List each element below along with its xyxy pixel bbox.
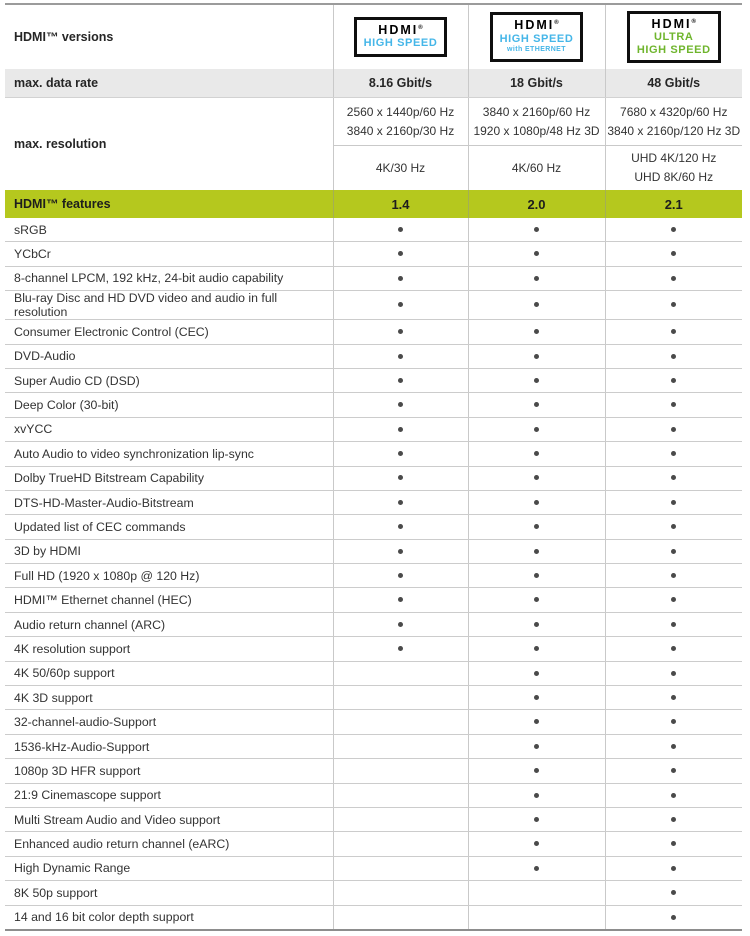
support-cell-hdmi-2-0 bbox=[468, 291, 605, 320]
support-dot bbox=[534, 451, 539, 456]
feature-label: Updated list of CEC commands bbox=[5, 515, 333, 539]
feature-label: 1080p 3D HFR support bbox=[5, 759, 333, 783]
support-cell-hdmi-1-4 bbox=[333, 686, 468, 710]
feature-label: 3D by HDMI bbox=[5, 539, 333, 563]
support-cell-hdmi-2-1 bbox=[605, 564, 742, 588]
support-cell-hdmi-2-0 bbox=[468, 612, 605, 636]
resolution-value: 7680 x 4320p/60 Hz bbox=[620, 104, 728, 119]
support-dot bbox=[671, 378, 676, 383]
support-cell-hdmi-2-1 bbox=[605, 612, 742, 636]
badge-line: HIGH SPEED bbox=[363, 37, 438, 50]
support-dot bbox=[534, 719, 539, 724]
support-cell-hdmi-2-0 bbox=[468, 734, 605, 758]
support-dot bbox=[671, 302, 676, 307]
support-dot bbox=[534, 302, 539, 307]
feature-row bbox=[5, 612, 742, 636]
badge-line: HIGH SPEED bbox=[636, 43, 711, 56]
support-dot bbox=[671, 329, 676, 334]
resolution-value: 3840 x 2160p/60 Hz bbox=[482, 104, 591, 119]
support-cell-hdmi-1-4 bbox=[333, 783, 468, 807]
support-cell-hdmi-2-1 bbox=[605, 344, 742, 368]
support-cell-hdmi-2-0 bbox=[468, 266, 605, 290]
feature-label: Multi Stream Audio and Video support bbox=[5, 807, 333, 831]
support-cell-hdmi-1-4 bbox=[333, 442, 468, 466]
feature-label: Blu-ray Disc and HD DVD video and audio in full resolution bbox=[5, 291, 333, 320]
support-cell-hdmi-1-4 bbox=[333, 564, 468, 588]
support-cell-hdmi-1-4 bbox=[333, 710, 468, 734]
support-cell-hdmi-2-0 bbox=[468, 242, 605, 266]
support-dot bbox=[534, 622, 539, 627]
support-dot bbox=[398, 475, 403, 480]
support-cell-hdmi-2-1 bbox=[605, 637, 742, 661]
resolution-row-native bbox=[5, 98, 742, 146]
support-dot bbox=[534, 500, 539, 505]
features-body bbox=[5, 218, 742, 930]
hdmi-ultra-high-speed-badge bbox=[627, 11, 721, 64]
support-dot bbox=[671, 915, 676, 920]
support-dot bbox=[671, 719, 676, 724]
feature-label: 8-channel LPCM, 192 kHz, 24-bit audio capability bbox=[5, 266, 333, 290]
badge-line: ULTRA bbox=[654, 31, 694, 44]
feature-label: 21:9 Cinemascope support bbox=[5, 783, 333, 807]
support-dot bbox=[534, 744, 539, 749]
feature-label: High Dynamic Range bbox=[5, 856, 333, 880]
support-dot bbox=[534, 251, 539, 256]
support-cell-hdmi-1-4 bbox=[333, 242, 468, 266]
support-dot bbox=[534, 475, 539, 480]
support-cell-hdmi-2-0 bbox=[468, 344, 605, 368]
support-cell-hdmi-2-0 bbox=[468, 515, 605, 539]
support-cell-hdmi-1-4 bbox=[333, 417, 468, 441]
support-dot bbox=[534, 671, 539, 676]
feature-row bbox=[5, 734, 742, 758]
feature-label: xvYCC bbox=[5, 417, 333, 441]
feature-row bbox=[5, 905, 742, 930]
support-dot bbox=[534, 378, 539, 383]
feature-row bbox=[5, 368, 742, 392]
support-dot bbox=[534, 329, 539, 334]
support-cell-hdmi-2-1 bbox=[605, 393, 742, 417]
hdmi-logo: HDMI® bbox=[651, 16, 696, 31]
feature-label: sRGB bbox=[5, 218, 333, 242]
data-rate-row bbox=[5, 69, 742, 98]
support-dot bbox=[534, 695, 539, 700]
feature-row bbox=[5, 344, 742, 368]
support-cell-hdmi-2-1 bbox=[605, 368, 742, 392]
support-dot bbox=[671, 646, 676, 651]
support-cell-hdmi-2-1 bbox=[605, 832, 742, 856]
versions-row-label: HDMI™ versions bbox=[14, 30, 114, 44]
data-rate-value: 18 Gbit/s bbox=[468, 69, 605, 98]
feature-row bbox=[5, 291, 742, 320]
support-dot bbox=[534, 646, 539, 651]
data-rate-value: 48 Gbit/s bbox=[605, 69, 742, 98]
badge-cell-high-speed bbox=[333, 4, 468, 69]
resolution-value: 4K/60 Hz bbox=[511, 160, 562, 175]
support-dot bbox=[398, 573, 403, 578]
feature-label: 4K 3D support bbox=[5, 686, 333, 710]
support-cell-hdmi-2-0 bbox=[468, 442, 605, 466]
support-dot bbox=[671, 475, 676, 480]
support-cell-hdmi-2-1 bbox=[605, 734, 742, 758]
support-dot bbox=[534, 597, 539, 602]
support-dot bbox=[671, 768, 676, 773]
hdmi-logo: HDMI® bbox=[378, 22, 423, 37]
support-cell-hdmi-1-4 bbox=[333, 734, 468, 758]
resolution-cell bbox=[333, 98, 468, 146]
support-cell-hdmi-1-4 bbox=[333, 612, 468, 636]
support-dot bbox=[671, 622, 676, 627]
feature-row bbox=[5, 856, 742, 880]
badge-cell-high-speed-ethernet bbox=[468, 4, 605, 69]
data-rate-label: max. data rate bbox=[5, 69, 333, 98]
hdmi-high-speed-badge bbox=[354, 17, 448, 57]
support-dot bbox=[398, 251, 403, 256]
support-dot bbox=[671, 744, 676, 749]
support-dot bbox=[671, 251, 676, 256]
support-dot bbox=[398, 622, 403, 627]
hdmi-comparison-table bbox=[5, 3, 742, 931]
support-dot bbox=[671, 817, 676, 822]
support-cell-hdmi-1-4 bbox=[333, 218, 468, 242]
support-cell-hdmi-2-1 bbox=[605, 291, 742, 320]
hdmi-logo: HDMI® bbox=[514, 18, 559, 33]
resolution-value: 4K/30 Hz bbox=[375, 160, 426, 175]
feature-label: DTS-HD-Master-Audio-Bitstream bbox=[5, 490, 333, 514]
support-cell-hdmi-1-4 bbox=[333, 368, 468, 392]
version-number-2-1: 2.1 bbox=[605, 190, 742, 218]
feature-row bbox=[5, 320, 742, 344]
resolution-cell bbox=[333, 146, 468, 191]
resolution-value: 1920 x 1080p/48 Hz 3D bbox=[473, 123, 600, 138]
support-cell-hdmi-1-4 bbox=[333, 905, 468, 930]
version-number-2-0: 2.0 bbox=[468, 190, 605, 218]
support-cell-hdmi-2-1 bbox=[605, 442, 742, 466]
support-cell-hdmi-2-0 bbox=[468, 686, 605, 710]
feature-row bbox=[5, 417, 742, 441]
support-cell-hdmi-2-1 bbox=[605, 807, 742, 831]
versions-row bbox=[5, 4, 742, 69]
feature-label: 14 and 16 bit color depth support bbox=[14, 910, 194, 925]
support-cell-hdmi-1-4 bbox=[333, 320, 468, 344]
version-number-1-4: 1.4 bbox=[333, 190, 468, 218]
support-cell-hdmi-1-4 bbox=[333, 759, 468, 783]
support-dot bbox=[671, 890, 676, 895]
badge-subline: with ETHERNET bbox=[507, 46, 566, 54]
feature-row bbox=[5, 661, 742, 685]
support-dot bbox=[534, 793, 539, 798]
support-dot bbox=[398, 524, 403, 529]
feature-row bbox=[5, 637, 742, 661]
support-dot bbox=[671, 793, 676, 798]
feature-row bbox=[5, 783, 742, 807]
support-dot bbox=[534, 549, 539, 554]
support-dot bbox=[398, 378, 403, 383]
features-header-row bbox=[5, 190, 742, 218]
support-cell-hdmi-2-0 bbox=[468, 539, 605, 563]
support-cell-hdmi-1-4 bbox=[333, 344, 468, 368]
support-dot bbox=[398, 302, 403, 307]
support-cell-hdmi-2-1 bbox=[605, 661, 742, 685]
support-dot bbox=[398, 354, 403, 359]
support-cell-hdmi-2-0 bbox=[468, 661, 605, 685]
support-cell-hdmi-1-4 bbox=[333, 490, 468, 514]
support-cell-hdmi-1-4 bbox=[333, 807, 468, 831]
support-cell-hdmi-1-4 bbox=[333, 539, 468, 563]
support-dot bbox=[398, 500, 403, 505]
feature-label: YCbCr bbox=[5, 242, 333, 266]
support-cell-hdmi-1-4 bbox=[333, 393, 468, 417]
support-dot bbox=[534, 427, 539, 432]
feature-label: 8K 50p support bbox=[5, 881, 333, 905]
support-dot bbox=[398, 597, 403, 602]
support-dot bbox=[534, 402, 539, 407]
support-cell-hdmi-2-1 bbox=[605, 783, 742, 807]
support-dot bbox=[671, 597, 676, 602]
support-cell-hdmi-2-0 bbox=[468, 905, 605, 930]
feature-row bbox=[5, 881, 742, 905]
support-cell-hdmi-2-1 bbox=[605, 490, 742, 514]
support-cell-hdmi-1-4 bbox=[333, 832, 468, 856]
support-cell-hdmi-2-1 bbox=[605, 881, 742, 905]
support-cell-hdmi-2-0 bbox=[468, 807, 605, 831]
support-cell-hdmi-1-4 bbox=[333, 266, 468, 290]
resolution-value: 3840 x 2160p/120 Hz 3D bbox=[607, 123, 741, 138]
support-cell-hdmi-2-0 bbox=[468, 637, 605, 661]
feature-row bbox=[5, 242, 742, 266]
support-cell-hdmi-1-4 bbox=[333, 588, 468, 612]
support-cell-hdmi-2-1 bbox=[605, 320, 742, 344]
support-cell-hdmi-1-4 bbox=[333, 637, 468, 661]
support-dot bbox=[398, 227, 403, 232]
data-rate-value: 8.16 Gbit/s bbox=[333, 69, 468, 98]
feature-row bbox=[5, 466, 742, 490]
support-cell-hdmi-2-0 bbox=[468, 320, 605, 344]
resolution-cell bbox=[605, 146, 742, 191]
feature-row bbox=[5, 759, 742, 783]
support-dot bbox=[398, 427, 403, 432]
feature-label: Deep Color (30-bit) bbox=[5, 393, 333, 417]
feature-row bbox=[5, 393, 742, 417]
feature-row bbox=[5, 710, 742, 734]
badge-cell-ultra-high-speed bbox=[605, 4, 742, 69]
support-cell-hdmi-2-1 bbox=[605, 466, 742, 490]
support-cell-hdmi-2-1 bbox=[605, 242, 742, 266]
support-cell-hdmi-2-1 bbox=[605, 905, 742, 930]
support-dot bbox=[398, 646, 403, 651]
feature-label: Dolby TrueHD Bitstream Capability bbox=[5, 466, 333, 490]
support-dot bbox=[534, 768, 539, 773]
support-cell-hdmi-2-1 bbox=[605, 218, 742, 242]
support-dot bbox=[671, 276, 676, 281]
support-dot bbox=[534, 817, 539, 822]
support-dot bbox=[671, 500, 676, 505]
support-dot bbox=[671, 841, 676, 846]
support-dot bbox=[671, 695, 676, 700]
support-dot bbox=[534, 524, 539, 529]
feature-row bbox=[5, 807, 742, 831]
feature-label: 4K 50/60p support bbox=[5, 661, 333, 685]
feature-label: HDMI™ Ethernet channel (HEC) bbox=[5, 588, 333, 612]
feature-row bbox=[5, 564, 742, 588]
support-cell-hdmi-2-1 bbox=[605, 266, 742, 290]
support-cell-hdmi-2-0 bbox=[468, 564, 605, 588]
support-cell-hdmi-2-1 bbox=[605, 710, 742, 734]
support-cell-hdmi-2-1 bbox=[605, 588, 742, 612]
support-cell-hdmi-2-0 bbox=[468, 466, 605, 490]
support-cell-hdmi-2-0 bbox=[468, 417, 605, 441]
resolution-cell bbox=[468, 98, 605, 146]
support-cell-hdmi-2-0 bbox=[468, 218, 605, 242]
support-dot bbox=[398, 549, 403, 554]
support-cell-hdmi-2-0 bbox=[468, 490, 605, 514]
support-cell-hdmi-2-0 bbox=[468, 588, 605, 612]
resolution-label: max. resolution bbox=[14, 137, 107, 151]
support-dot bbox=[398, 402, 403, 407]
resolution-value: 2560 x 1440p/60 Hz bbox=[346, 104, 455, 119]
support-dot bbox=[671, 227, 676, 232]
support-dot bbox=[671, 402, 676, 407]
support-dot bbox=[671, 573, 676, 578]
feature-label: Full HD (1920 x 1080p @ 120 Hz) bbox=[5, 564, 333, 588]
features-header-label: HDMI™ features bbox=[5, 190, 333, 218]
support-dot bbox=[534, 227, 539, 232]
feature-label: Super Audio CD (DSD) bbox=[5, 368, 333, 392]
support-cell-hdmi-2-0 bbox=[468, 783, 605, 807]
support-dot bbox=[534, 573, 539, 578]
support-cell-hdmi-1-4 bbox=[333, 291, 468, 320]
support-dot bbox=[398, 451, 403, 456]
feature-label: Consumer Electronic Control (CEC) bbox=[5, 320, 333, 344]
feature-label: Enhanced audio return channel (eARC) bbox=[5, 832, 333, 856]
support-dot bbox=[671, 671, 676, 676]
support-cell-hdmi-2-0 bbox=[468, 368, 605, 392]
support-cell-hdmi-2-0 bbox=[468, 881, 605, 905]
support-dot bbox=[671, 866, 676, 871]
feature-row bbox=[5, 490, 742, 514]
feature-row bbox=[5, 266, 742, 290]
resolution-value: UHD 8K/60 Hz bbox=[634, 170, 714, 184]
support-dot bbox=[398, 276, 403, 281]
support-dot bbox=[534, 276, 539, 281]
feature-label: Auto Audio to video synchronization lip-sync bbox=[5, 442, 333, 466]
support-dot bbox=[534, 354, 539, 359]
feature-row bbox=[5, 686, 742, 710]
support-dot bbox=[534, 841, 539, 846]
support-cell-hdmi-2-1 bbox=[605, 417, 742, 441]
resolution-value: UHD 4K/120 Hz bbox=[631, 151, 717, 166]
support-dot bbox=[671, 427, 676, 432]
feature-row bbox=[5, 442, 742, 466]
feature-row bbox=[5, 588, 742, 612]
support-cell-hdmi-1-4 bbox=[333, 661, 468, 685]
support-dot bbox=[671, 354, 676, 359]
support-dot bbox=[398, 329, 403, 334]
feature-label: DVD-Audio bbox=[5, 344, 333, 368]
support-cell-hdmi-2-0 bbox=[468, 856, 605, 880]
support-cell-hdmi-2-1 bbox=[605, 686, 742, 710]
resolution-value: 3840 x 2160p/30 Hz bbox=[346, 123, 455, 138]
support-dot bbox=[671, 549, 676, 554]
feature-row bbox=[5, 832, 742, 856]
support-cell-hdmi-1-4 bbox=[333, 515, 468, 539]
support-dot bbox=[671, 524, 676, 529]
feature-label: 1536-kHz-Audio-Support bbox=[5, 734, 333, 758]
support-cell-hdmi-2-0 bbox=[468, 759, 605, 783]
support-cell-hdmi-2-1 bbox=[605, 539, 742, 563]
support-cell-hdmi-2-0 bbox=[468, 710, 605, 734]
support-cell-hdmi-2-1 bbox=[605, 515, 742, 539]
support-cell-hdmi-1-4 bbox=[333, 856, 468, 880]
feature-row bbox=[5, 218, 742, 242]
badge-line: HIGH SPEED bbox=[499, 32, 574, 45]
support-cell-hdmi-2-0 bbox=[468, 832, 605, 856]
support-cell-hdmi-2-1 bbox=[605, 759, 742, 783]
feature-row bbox=[5, 515, 742, 539]
feature-row bbox=[5, 539, 742, 563]
feature-label: 4K resolution support bbox=[5, 637, 333, 661]
resolution-cell bbox=[468, 146, 605, 191]
support-cell-hdmi-1-4 bbox=[333, 881, 468, 905]
support-cell-hdmi-2-0 bbox=[468, 393, 605, 417]
support-dot bbox=[671, 451, 676, 456]
feature-label: Audio return channel (ARC) bbox=[5, 612, 333, 636]
hdmi-high-speed-ethernet-badge bbox=[490, 12, 584, 61]
support-dot bbox=[534, 866, 539, 871]
support-cell-hdmi-1-4 bbox=[333, 466, 468, 490]
feature-label: 32-channel-audio-Support bbox=[5, 710, 333, 734]
resolution-cell bbox=[605, 98, 742, 146]
support-cell-hdmi-2-1 bbox=[605, 856, 742, 880]
